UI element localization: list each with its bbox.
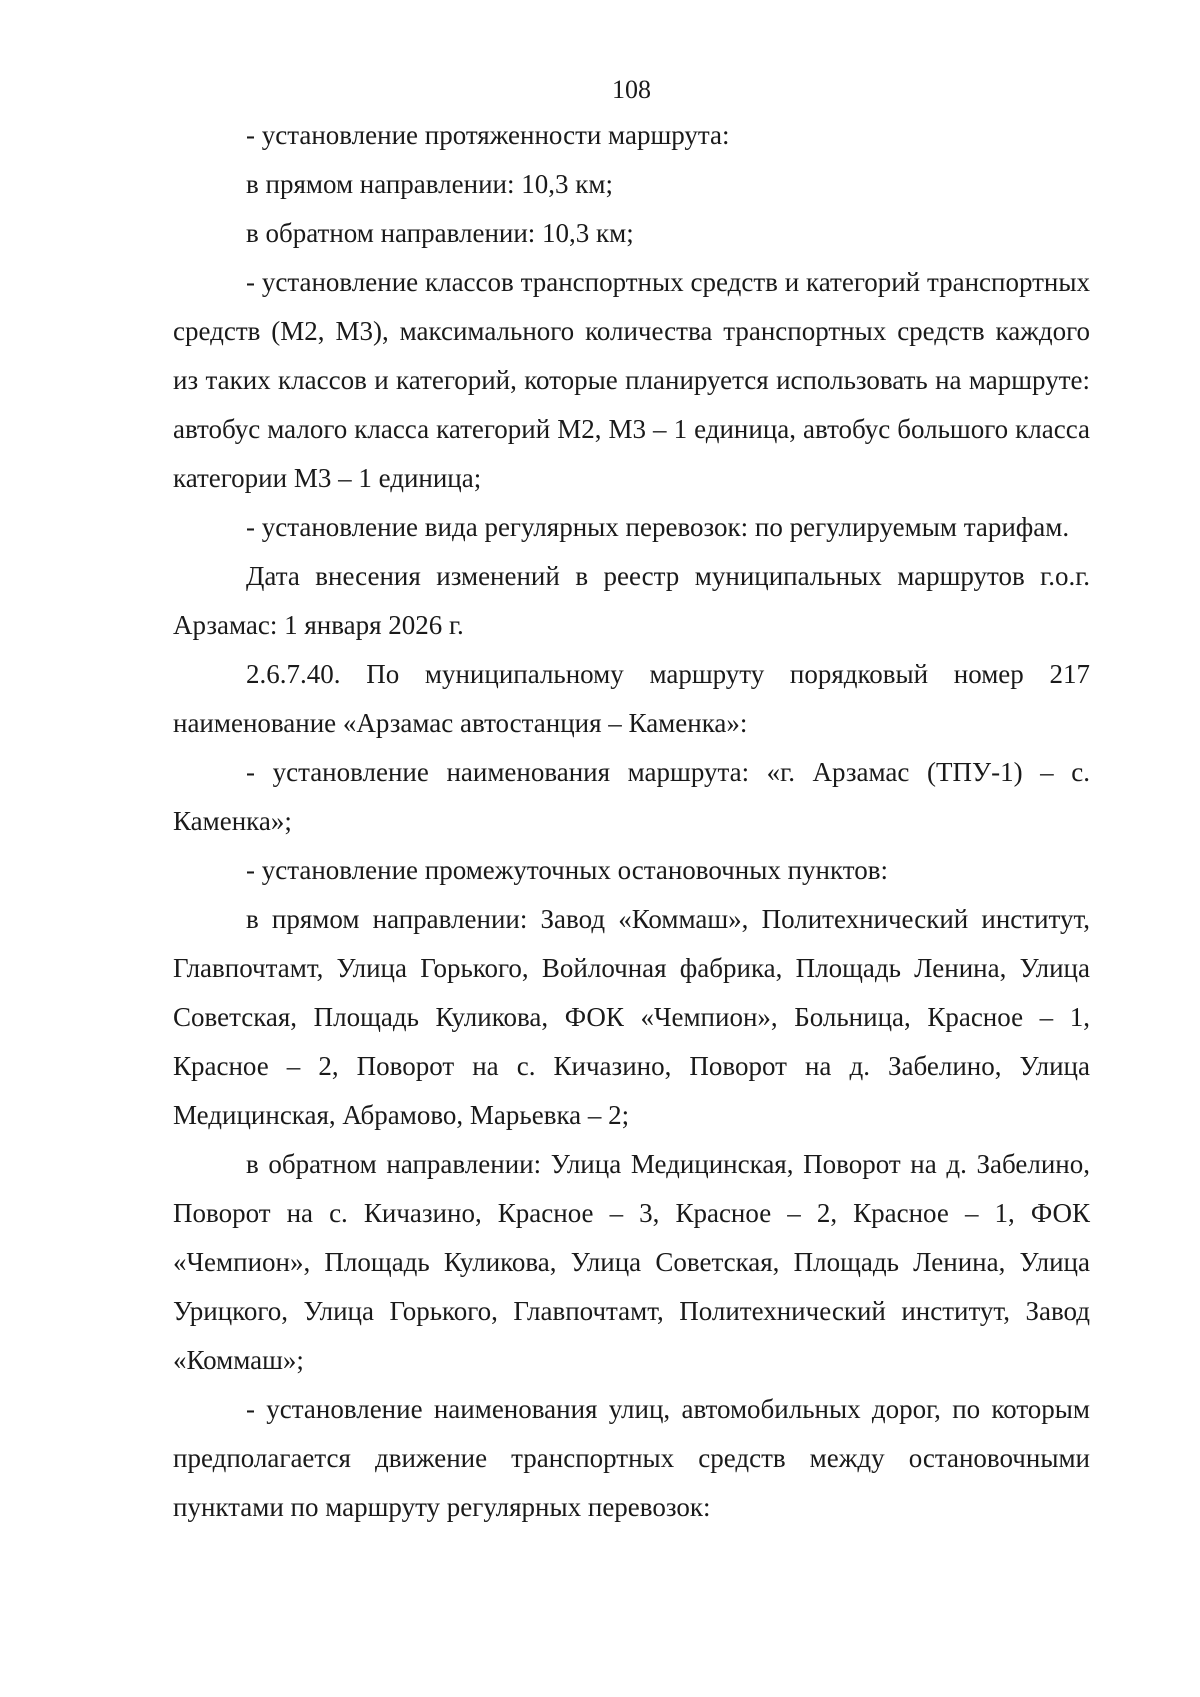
paragraph-reverse-length: в обратном направлении: 10,3 км; — [246, 218, 634, 248]
paragraph-forward-length: в прямом направлении: 10,3 км; — [246, 169, 613, 199]
paragraph-transport-type: - установление вида регулярных перевозок: по регулируемым тарифам. — [246, 512, 1070, 542]
paragraph-route-name: - установление наименования маршрута: «г. Арзамас (ТПУ-1) – с. Каменка»; — [173, 757, 1090, 836]
paragraph-route-length: - установление протяженности маршрута: — [246, 120, 730, 150]
paragraph-street-names: - установление наименования улиц, автомобильных дорог, по которым предполагается движение транспортных средств между остановочными пунктами по маршруту регулярных перевозок: — [173, 1394, 1090, 1522]
paragraph-vehicle-classes: - установление классов транспортных средств и категорий транспортных средств (М2, М3), максимального количества транспортных средств каждого из таких классов и категорий, которые планируется использовать на маршруте: автобус малого класса категорий М2, М3 – 1 единица, автобус большого класса категории М3 – 1 единица; — [173, 267, 1090, 493]
paragraph-forward-stops: в прямом направлении: Завод «Коммаш», Политехнический институт, Главпочтамт, Улица Горького, Войлочная фабрика, Площадь Ленина, Улица Советская, Площадь Куликова, ФОК «Чемпион», Больница, Красное – 1, Красное – 2, Поворот на с. Кичазино, Поворот на д. Забелино, Улица Медицинская, Абрамово, Марьевка – 2; — [173, 904, 1090, 1130]
paragraph-registry-date: Дата внесения изменений в реестр муниципальных маршрутов г.о.г. Арзамас: 1 января 2026 г. — [173, 561, 1090, 640]
paragraph-section-heading: 2.6.7.40. По муниципальному маршруту порядковый номер 217 наименование «Арзамас автостанция – Каменка»: — [173, 659, 1090, 738]
paragraph-reverse-stops: в обратном направлении: Улица Медицинская, Поворот на д. Забелино, Поворот на с. Кичазино, Красное – 3, Красное – 2, Красное – 1, ФОК «Чемпион», Площадь Куликова, Улица Советская, Площадь Ленина, Улица Урицкого, Улица Горького, Главпочтамт, Политехнический институт, Завод «Коммаш»; — [173, 1149, 1090, 1375]
document-body — [173, 111, 1090, 1532]
paragraph-intermediate-stops: - установление промежуточных остановочных пунктов: — [246, 855, 888, 885]
page-number: 108 — [612, 75, 651, 104]
